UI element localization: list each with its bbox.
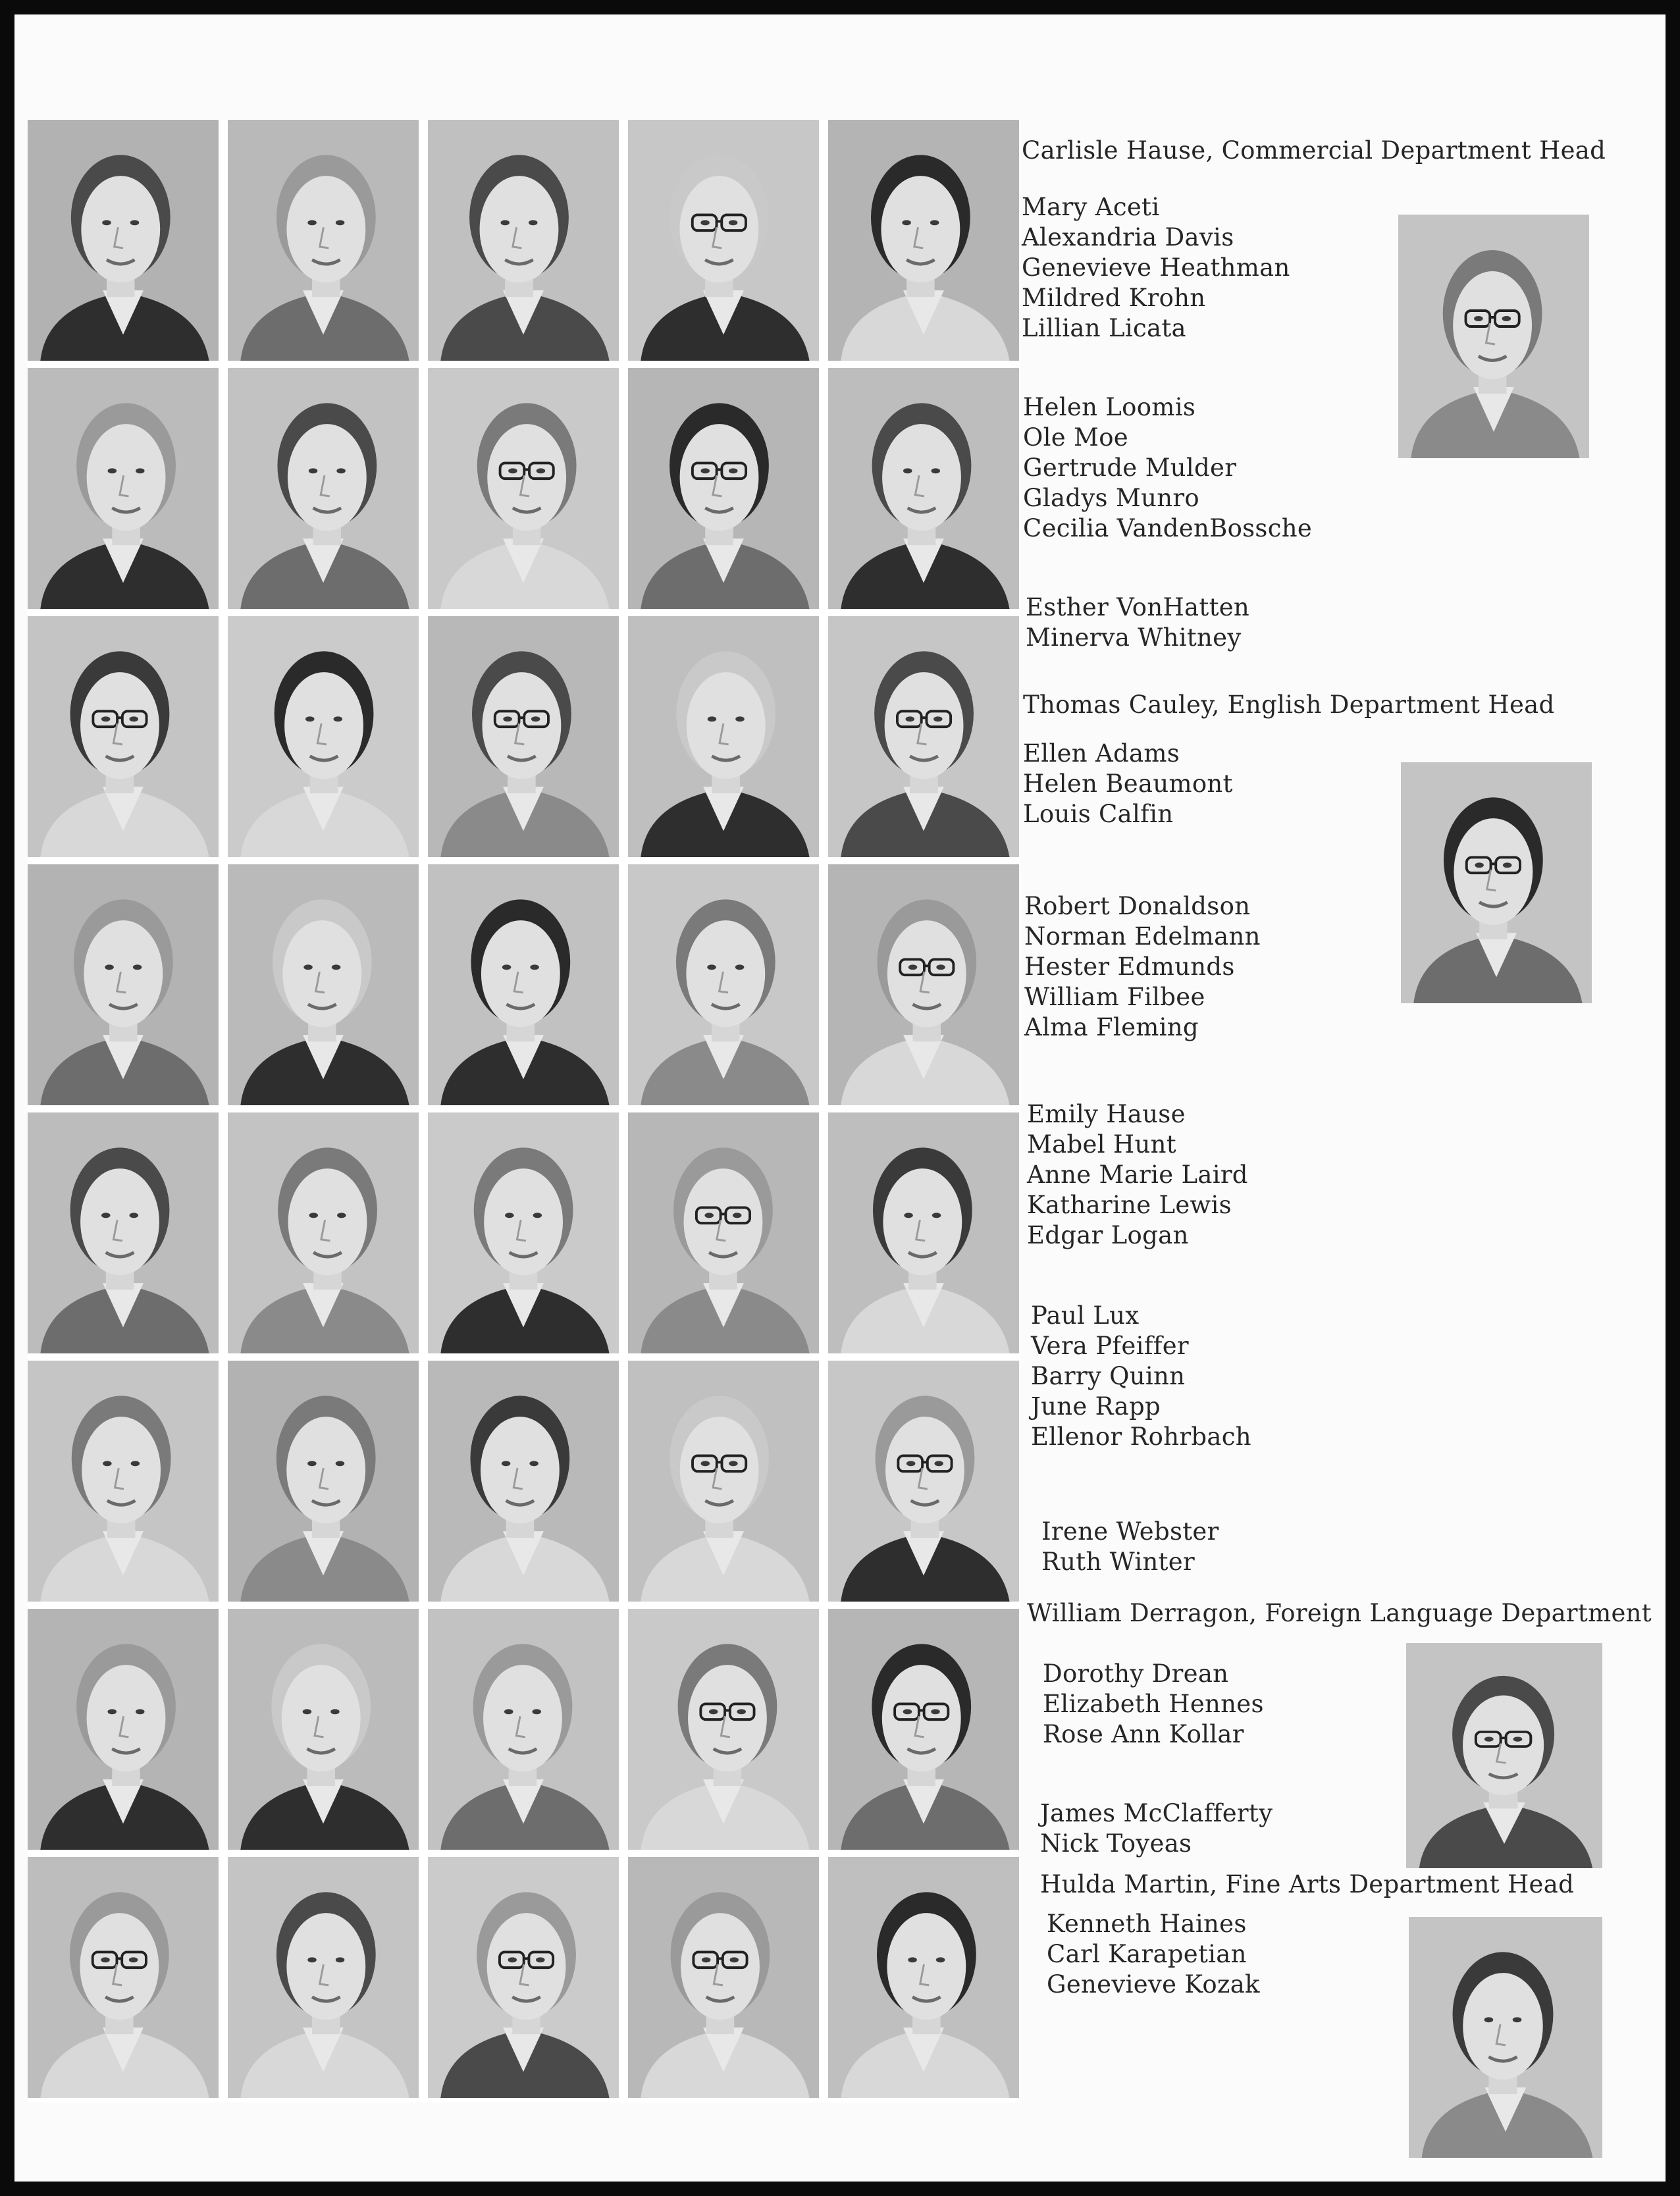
- yearbook-page: [14, 14, 1666, 2182]
- faculty-name: Cecilia VandenBossche: [1023, 514, 1313, 542]
- faculty-name: Gertrude Mulder: [1023, 454, 1237, 482]
- faculty-portrait: [228, 368, 419, 609]
- faculty-name: Carl Karapetian: [1047, 1940, 1247, 1968]
- faculty-name: Hester Edmunds: [1024, 953, 1235, 981]
- faculty-portrait: [628, 1857, 819, 2098]
- faculty-portrait: [228, 1112, 419, 1353]
- faculty-name: Ellenor Rohrbach: [1031, 1423, 1251, 1451]
- faculty-name: Ruth Winter: [1041, 1548, 1195, 1576]
- faculty-portrait: [628, 120, 819, 361]
- faculty-name: Emily Hause: [1027, 1100, 1186, 1128]
- faculty-name: James McClafferty: [1040, 1799, 1273, 1827]
- faculty-name: Irene Webster: [1041, 1517, 1219, 1546]
- faculty-portrait: [28, 368, 219, 609]
- faculty-portrait: [628, 1609, 819, 1850]
- faculty-portrait: [828, 616, 1019, 857]
- faculty-name: Mabel Hunt: [1027, 1130, 1176, 1159]
- faculty-portrait: [228, 1857, 419, 2098]
- faculty-portrait: [828, 1112, 1019, 1353]
- faculty-name: Paul Lux: [1031, 1301, 1140, 1330]
- faculty-name: Elizabeth Hennes: [1043, 1690, 1264, 1718]
- faculty-portrait: [628, 616, 819, 857]
- faculty-name: Mildred Krohn: [1022, 284, 1206, 312]
- faculty-portrait: [428, 368, 619, 609]
- faculty-name: Ellen Adams: [1023, 739, 1180, 768]
- faculty-portrait: [828, 864, 1019, 1105]
- faculty-name: Genevieve Heathman: [1022, 253, 1290, 282]
- faculty-name: Norman Edelmann: [1024, 922, 1261, 951]
- faculty-portrait: [28, 616, 219, 857]
- faculty-name: Kenneth Haines: [1047, 1910, 1247, 1938]
- faculty-portrait: [828, 1609, 1019, 1850]
- faculty-portrait: [628, 1361, 819, 1602]
- faculty-name: Mary Aceti: [1022, 193, 1160, 221]
- faculty-name: Edgar Logan: [1027, 1221, 1189, 1249]
- faculty-portrait: [428, 1857, 619, 2098]
- faculty-name: Dorothy Drean: [1043, 1660, 1229, 1688]
- faculty-portrait: [828, 1361, 1019, 1602]
- department-head-portrait: [1406, 1643, 1602, 1868]
- faculty-name: Alma Fleming: [1024, 1013, 1199, 1041]
- faculty-portrait: [228, 120, 419, 361]
- faculty-portrait: [628, 864, 819, 1105]
- faculty-name: Rose Ann Kollar: [1043, 1720, 1244, 1748]
- faculty-name: Alexandria Davis: [1022, 223, 1234, 251]
- faculty-portrait: [428, 1361, 619, 1602]
- faculty-portrait: [28, 1361, 219, 1602]
- faculty-name: Minerva Whitney: [1026, 623, 1242, 652]
- faculty-name: Lillian Licata: [1022, 314, 1186, 342]
- faculty-portrait: [628, 368, 819, 609]
- faculty-name: Robert Donaldson: [1024, 892, 1251, 920]
- faculty-name: Anne Marie Laird: [1027, 1161, 1248, 1189]
- department-head-portrait: [1401, 762, 1592, 1003]
- faculty-portrait: [428, 1609, 619, 1850]
- faculty-name: Barry Quinn: [1031, 1362, 1186, 1390]
- faculty-portrait: [28, 864, 219, 1105]
- faculty-name: Helen Beaumont: [1023, 770, 1233, 798]
- faculty-portrait: [828, 120, 1019, 361]
- faculty-name: William Derragon, Foreign Language Department: [1027, 1599, 1652, 1627]
- faculty-portrait: [28, 1112, 219, 1353]
- faculty-name: Carlisle Hause, Commercial Department Head: [1022, 136, 1606, 165]
- faculty-name: Thomas Cauley, English Department Head: [1023, 691, 1555, 719]
- faculty-portrait: [828, 368, 1019, 609]
- faculty-portrait: [228, 616, 419, 857]
- faculty-name: Hulda Martin, Fine Arts Department Head: [1040, 1870, 1575, 1898]
- faculty-portrait: [428, 120, 619, 361]
- faculty-portrait: [428, 864, 619, 1105]
- faculty-portrait: [428, 1112, 619, 1353]
- department-head-portrait: [1398, 215, 1589, 458]
- faculty-name: Louis Calfin: [1023, 800, 1174, 828]
- faculty-photo-grid: [28, 120, 1020, 2103]
- department-head-portrait: [1409, 1917, 1602, 2158]
- faculty-name: Nick Toyeas: [1040, 1829, 1192, 1858]
- faculty-name: Helen Loomis: [1023, 393, 1196, 421]
- faculty-portrait: [628, 1112, 819, 1353]
- faculty-portrait: [28, 120, 219, 361]
- faculty-portrait: [28, 1609, 219, 1850]
- faculty-name: Katharine Lewis: [1027, 1191, 1232, 1219]
- faculty-name: Genevieve Kozak: [1047, 1970, 1260, 1999]
- faculty-name: Gladys Munro: [1023, 484, 1199, 512]
- faculty-portrait: [228, 1361, 419, 1602]
- faculty-portrait: [228, 864, 419, 1105]
- faculty-name: William Filbee: [1024, 983, 1205, 1011]
- faculty-portrait: [28, 1857, 219, 2098]
- faculty-name: Vera Pfeiffer: [1031, 1332, 1189, 1360]
- faculty-portrait: [428, 616, 619, 857]
- faculty-name: Esther VonHatten: [1026, 593, 1250, 621]
- faculty-portrait: [228, 1609, 419, 1850]
- faculty-portrait: [828, 1857, 1019, 2098]
- faculty-name: Ole Moe: [1023, 423, 1128, 452]
- faculty-name: June Rapp: [1031, 1392, 1161, 1421]
